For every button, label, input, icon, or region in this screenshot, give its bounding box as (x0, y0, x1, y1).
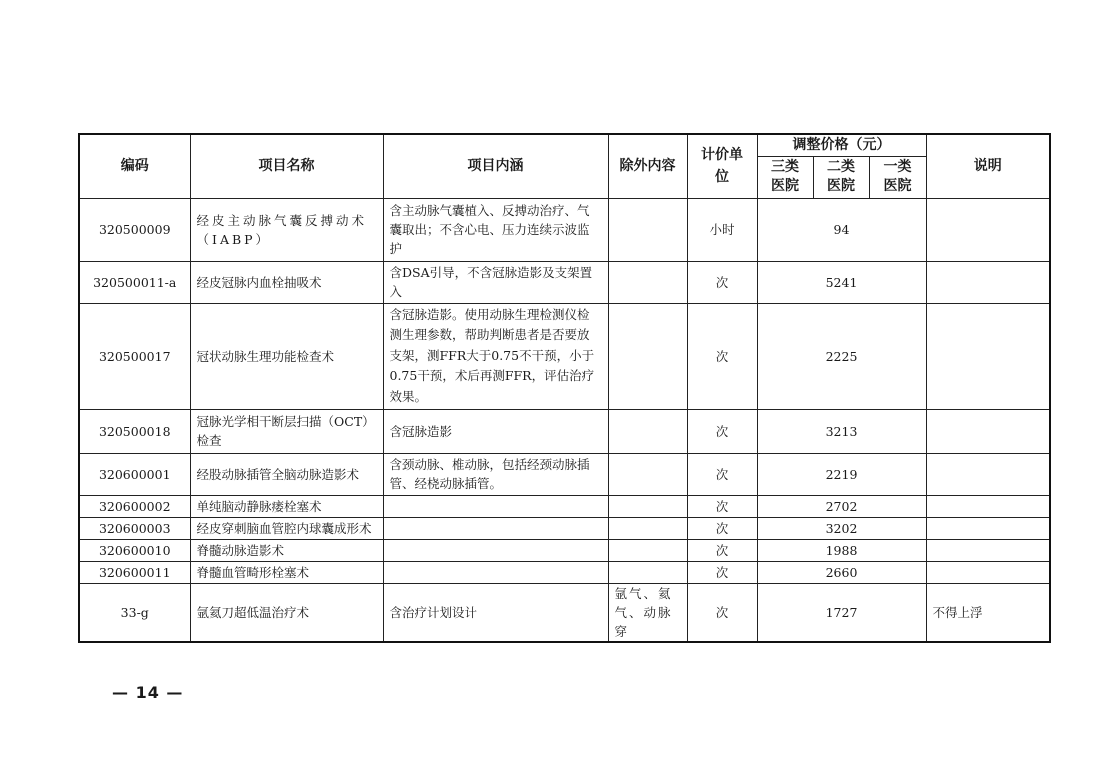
cell-note (926, 303, 1050, 409)
table-row (79, 409, 1050, 453)
price-adjustment-table (78, 133, 1051, 643)
cell-excluded (608, 453, 687, 495)
cell-code: 320500011-a (79, 261, 190, 303)
cell-excluded (608, 198, 687, 261)
cell-note (926, 517, 1050, 539)
header-price-group: 调整价格（元） (757, 134, 926, 156)
cell-price: 1727 (757, 583, 926, 642)
header-excluded: 除外内容 (608, 134, 687, 198)
cell-content: 含DSA引导，不含冠脉造影及支架置入 (383, 261, 608, 303)
table-row (79, 539, 1050, 561)
cell-name: 冠脉光学相干断层扫描（OCT）检查 (190, 409, 383, 453)
header-row-top (79, 134, 1050, 156)
cell-content (383, 539, 608, 561)
cell-content: 含治疗计划设计 (383, 583, 608, 642)
cell-note (926, 453, 1050, 495)
cell-code: 320600001 (79, 453, 190, 495)
cell-unit: 次 (687, 261, 757, 303)
cell-code: 320500018 (79, 409, 190, 453)
cell-content: 含颈动脉、椎动脉，包括经颈动脉插管、经桡动脉插管。 (383, 453, 608, 495)
cell-unit: 次 (687, 583, 757, 642)
cell-unit: 次 (687, 539, 757, 561)
cell-unit: 次 (687, 303, 757, 409)
table-row (79, 261, 1050, 303)
header-tier2: 二类医院 (813, 156, 869, 198)
table-row (79, 198, 1050, 261)
cell-name: 经皮冠脉内血栓抽吸术 (190, 261, 383, 303)
cell-unit: 次 (687, 453, 757, 495)
cell-excluded: 氩气、氦气、动脉穿 (608, 583, 687, 642)
cell-code: 320600010 (79, 539, 190, 561)
cell-unit: 次 (687, 495, 757, 517)
cell-note (926, 539, 1050, 561)
header-code: 编码 (79, 134, 190, 198)
table-row (79, 583, 1050, 642)
cell-content (383, 517, 608, 539)
cell-note (926, 561, 1050, 583)
cell-name: 脊髓动脉造影术 (190, 539, 383, 561)
cell-excluded (608, 517, 687, 539)
header-name: 项目名称 (190, 134, 383, 198)
table-row (79, 495, 1050, 517)
cell-excluded (608, 261, 687, 303)
cell-content: 含冠脉造影。使用动脉生理检测仪检测生理参数，帮助判断患者是否要放支架，测FFR大于0.75不干预，小于0.75干预，术后再测FFR，评估治疗效果。 (383, 303, 608, 409)
table-row (79, 303, 1050, 409)
cell-note (926, 198, 1050, 261)
cell-price: 3202 (757, 517, 926, 539)
cell-code: 320500009 (79, 198, 190, 261)
cell-content: 含冠脉造影 (383, 409, 608, 453)
cell-note: 不得上浮 (926, 583, 1050, 642)
cell-name: 经皮主动脉气囊反搏动术（IABP） (190, 198, 383, 261)
cell-excluded (608, 561, 687, 583)
cell-name: 单纯脑动静脉瘘栓塞术 (190, 495, 383, 517)
cell-note (926, 495, 1050, 517)
cell-price: 94 (757, 198, 926, 261)
cell-note (926, 261, 1050, 303)
cell-name: 经股动脉插管全脑动脉造影术 (190, 453, 383, 495)
table-row (79, 517, 1050, 539)
page-number: — 14 — (112, 683, 184, 702)
cell-content: 含主动脉气囊植入、反搏动治疗、气囊取出；不含心电、压力连续示波监护 (383, 198, 608, 261)
cell-content (383, 561, 608, 583)
header-tier3: 三类医院 (757, 156, 813, 198)
cell-name: 冠状动脉生理功能检查术 (190, 303, 383, 409)
cell-price: 2702 (757, 495, 926, 517)
cell-unit: 小时 (687, 198, 757, 261)
cell-excluded (608, 495, 687, 517)
cell-code: 320600011 (79, 561, 190, 583)
cell-price: 2225 (757, 303, 926, 409)
cell-name: 氩氦刀超低温治疗术 (190, 583, 383, 642)
cell-excluded (608, 409, 687, 453)
header-tier1: 一类医院 (869, 156, 926, 198)
cell-note (926, 409, 1050, 453)
header-note: 说明 (926, 134, 1050, 198)
cell-price: 5241 (757, 261, 926, 303)
cell-price: 2660 (757, 561, 926, 583)
cell-unit: 次 (687, 561, 757, 583)
cell-name: 脊髓血管畸形栓塞术 (190, 561, 383, 583)
cell-code: 320600003 (79, 517, 190, 539)
cell-code: 320500017 (79, 303, 190, 409)
cell-name: 经皮穿刺脑血管腔内球囊成形术 (190, 517, 383, 539)
cell-excluded (608, 303, 687, 409)
cell-content (383, 495, 608, 517)
table-row (79, 453, 1050, 495)
table-row (79, 561, 1050, 583)
cell-code: 33-g (79, 583, 190, 642)
header-content: 项目内涵 (383, 134, 608, 198)
header-unit: 计价单位 (687, 134, 757, 198)
cell-price: 2219 (757, 453, 926, 495)
cell-unit: 次 (687, 517, 757, 539)
cell-excluded (608, 539, 687, 561)
cell-price: 1988 (757, 539, 926, 561)
cell-code: 320600002 (79, 495, 190, 517)
cell-unit: 次 (687, 409, 757, 453)
cell-price: 3213 (757, 409, 926, 453)
